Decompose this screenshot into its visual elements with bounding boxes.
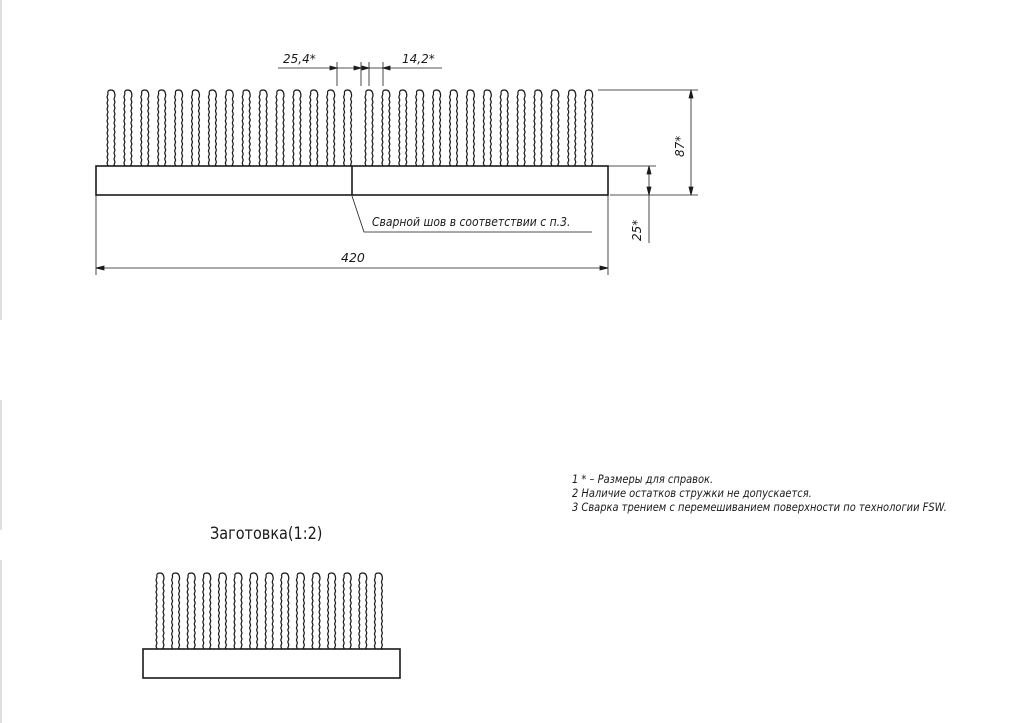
heatsink-fin xyxy=(399,90,407,166)
heatsink-fin xyxy=(517,90,525,166)
blank-fin xyxy=(343,573,351,649)
blank-fin xyxy=(218,573,226,649)
heatsink-fin xyxy=(225,90,233,166)
blank-fins xyxy=(156,573,382,649)
heatsink-fin xyxy=(310,90,318,166)
heatsink-fin xyxy=(500,90,508,166)
heatsink-main-view xyxy=(96,90,608,195)
blank-fin xyxy=(281,573,289,649)
heatsink-fin xyxy=(568,90,576,166)
heatsink-fin xyxy=(124,90,132,166)
heatsink-fin xyxy=(192,90,200,166)
dimension-label-base-thickness: 25* xyxy=(630,219,644,241)
note-2: 2 Наличие остатков стружки не допускается. xyxy=(572,486,812,500)
heatsink-fin xyxy=(382,90,390,166)
blank-workpiece-view xyxy=(143,573,400,678)
heatsink-fins xyxy=(107,90,593,166)
blank-fin xyxy=(328,573,336,649)
blank-fin xyxy=(296,573,304,649)
heatsink-fin xyxy=(365,90,373,166)
weld-callout-text: Сварной шов в соответствии с п.3. xyxy=(372,214,571,230)
heatsink-fin xyxy=(327,90,335,166)
blank-base xyxy=(143,649,400,678)
heatsink-fin xyxy=(276,90,284,166)
heatsink-fin xyxy=(433,90,441,166)
heatsink-fin xyxy=(466,90,474,166)
heatsink-fin xyxy=(242,90,250,166)
heatsink-fin xyxy=(483,90,491,166)
blank-fin xyxy=(156,573,164,649)
blank-view-title: Заготовка(1:2) xyxy=(210,524,323,544)
blank-fin xyxy=(172,573,180,649)
heatsink-fin xyxy=(175,90,183,166)
heatsink-fin xyxy=(107,90,115,166)
heatsink-fin xyxy=(344,90,352,166)
blank-fin xyxy=(234,573,242,649)
blank-fin xyxy=(203,573,211,649)
note-3: 3 Сварка трением с перемешиванием поверхности по технологии FSW. xyxy=(572,500,947,514)
blank-fin xyxy=(265,573,273,649)
heatsink-fin xyxy=(585,90,593,166)
heatsink-fin xyxy=(158,90,166,166)
blank-fin xyxy=(374,573,382,649)
heatsink-fin xyxy=(416,90,424,166)
blank-fin xyxy=(312,573,320,649)
heatsink-fin xyxy=(534,90,542,166)
blank-fin xyxy=(359,573,367,649)
heatsink-fin xyxy=(450,90,458,166)
technical-notes xyxy=(572,472,950,514)
blank-fin xyxy=(187,573,195,649)
heatsink-fin xyxy=(141,90,149,166)
dimension-label-total-length: 420 xyxy=(341,250,365,265)
heatsink-fin xyxy=(208,90,216,166)
note-1: 1 * – Размеры для справок. xyxy=(572,472,714,486)
dimension-label-fin-pitch: 14,2* xyxy=(402,52,435,66)
dimension-label-total-height: 87* xyxy=(673,135,687,157)
heatsink-fin xyxy=(293,90,301,166)
dimension-label-fin-gap: 25,4* xyxy=(283,52,316,66)
blank-fin xyxy=(250,573,258,649)
heatsink-fin xyxy=(259,90,267,166)
heatsink-fin xyxy=(551,90,559,166)
